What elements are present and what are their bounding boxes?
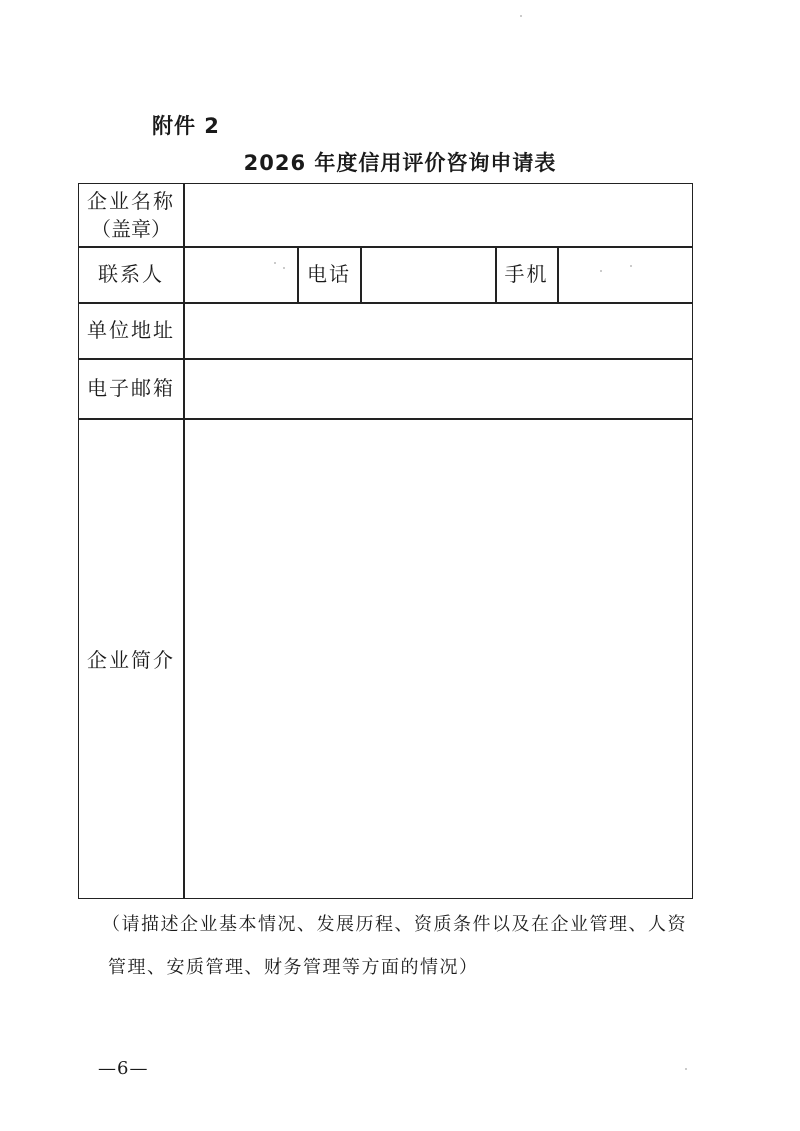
company-profile-field[interactable] (185, 420, 692, 898)
application-form-table (78, 183, 693, 899)
contact-field[interactable] (185, 247, 297, 302)
phone-label: 电话 (307, 262, 351, 286)
company-profile-label: 企业简介 (87, 648, 175, 672)
email-label: 电子邮箱 (87, 376, 175, 400)
instruction-note-line2: 管理、安质管理、财务管理等方面的情况） (108, 957, 479, 978)
phone-field[interactable] (362, 247, 495, 302)
document-title: 2026 年度信用评价咨询申请表 (243, 151, 557, 175)
mobile-label: 手机 (504, 262, 549, 286)
company-name-label-text: 企业名称 (87, 189, 175, 213)
scan-speck (600, 270, 602, 272)
scan-speck (283, 267, 285, 269)
page-number: —6— (98, 1058, 149, 1079)
scan-speck (274, 262, 276, 264)
email-field[interactable] (185, 359, 692, 418)
contact-label: 联系人 (98, 262, 164, 286)
attachment-label: 附件 2 (152, 114, 220, 138)
seal-note-label: （盖章） (91, 217, 171, 241)
company-name-label (79, 187, 183, 243)
instruction-note-line1: （请描述企业基本情况、发展历程、资质条件以及在企业管理、人资 (102, 914, 687, 935)
address-label: 单位地址 (87, 318, 175, 342)
company-name-field[interactable] (185, 184, 692, 246)
mobile-field[interactable] (559, 247, 692, 302)
address-field[interactable] (185, 303, 692, 358)
scan-speck (630, 265, 632, 267)
scan-speck (685, 1068, 687, 1070)
scan-speck (520, 15, 522, 17)
